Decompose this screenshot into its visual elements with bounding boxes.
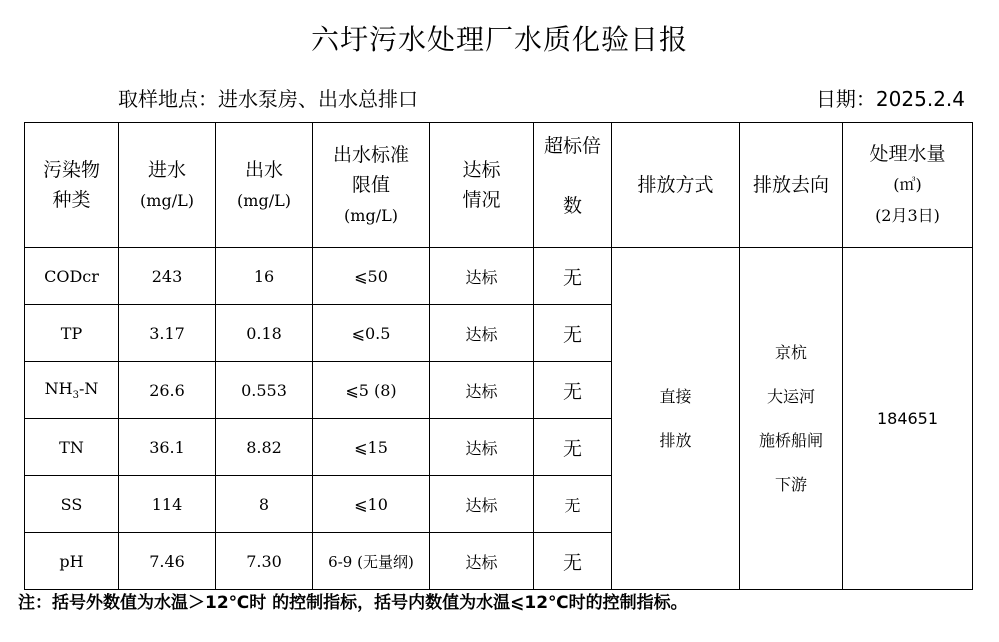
table-row — [25, 248, 973, 305]
inflow-cell: 114 — [119, 476, 216, 533]
discharge-dest-cell: 京杭 大运河 施桥船闸 下游 — [740, 248, 843, 590]
limit-cell: ⩽0.5 — [313, 305, 430, 362]
limit-cell: ⩽10 — [313, 476, 430, 533]
col-pollutant: 污染物 种类 — [25, 123, 119, 248]
footnote: 注：括号外数值为水温＞12℃时 的控制指标，括号内数值为水温⩽12℃时的控制指标。 — [18, 593, 688, 613]
inflow-cell: 7.46 — [119, 533, 216, 590]
pollutant-cell: TN — [25, 419, 119, 476]
status-cell: 达标 — [430, 362, 534, 419]
col-exceed: 超标倍 数 — [534, 123, 612, 248]
limit-cell: ⩽5 (8) — [313, 362, 430, 419]
sample-location: 取样地点：进水泵房、出水总排口 — [118, 87, 418, 111]
limit-cell: ⩽50 — [313, 248, 430, 305]
col-outflow: 出水 (mg/L) — [216, 123, 313, 248]
col-limit: 出水标准 限值 (mg/L) — [313, 123, 430, 248]
exceed-cell: 无 — [534, 476, 612, 533]
volume-cell: 184651 — [843, 248, 973, 590]
exceed-cell: 无 — [534, 419, 612, 476]
pollutant-cell: pH — [25, 533, 119, 590]
outflow-cell: 7.30 — [216, 533, 313, 590]
pollutant-cell: TP — [25, 305, 119, 362]
exceed-cell: 无 — [534, 248, 612, 305]
water-quality-table — [24, 122, 973, 590]
report-title: 六圩污水处理厂水质化验日报 — [310, 23, 688, 56]
exceed-cell: 无 — [534, 305, 612, 362]
discharge-method-cell: 直接 排放 — [612, 248, 740, 590]
exceed-cell: 无 — [534, 362, 612, 419]
status-cell: 达标 — [430, 305, 534, 362]
outflow-cell: 8.82 — [216, 419, 313, 476]
pollutant-cell: CODcr — [25, 248, 119, 305]
outflow-cell: 16 — [216, 248, 313, 305]
col-discharge-dest: 排放去向 — [740, 123, 843, 248]
limit-cell: 6-9 (无量纲) — [313, 533, 430, 590]
header-row — [25, 123, 973, 248]
status-cell: 达标 — [430, 419, 534, 476]
status-cell: 达标 — [430, 248, 534, 305]
outflow-cell: 8 — [216, 476, 313, 533]
limit-cell: ⩽15 — [313, 419, 430, 476]
pollutant-cell: SS — [25, 476, 119, 533]
status-cell: 达标 — [430, 476, 534, 533]
inflow-cell: 36.1 — [119, 419, 216, 476]
report-date: 日期：2025.2.4 — [815, 87, 965, 111]
col-inflow: 进水 (mg/L) — [119, 123, 216, 248]
inflow-cell: 243 — [119, 248, 216, 305]
pollutant-cell: $NH_3-N$ — [25, 362, 119, 419]
col-discharge-method: 排放方式 — [612, 123, 740, 248]
exceed-cell: 无 — [534, 533, 612, 590]
col-volume: 处理水量 (㎥) (2月3日) — [843, 123, 973, 248]
inflow-cell: 3.17 — [119, 305, 216, 362]
inflow-cell: 26.6 — [119, 362, 216, 419]
outflow-cell: 0.18 — [216, 305, 313, 362]
col-status: 达标 情况 — [430, 123, 534, 248]
outflow-cell: 0.553 — [216, 362, 313, 419]
status-cell: 达标 — [430, 533, 534, 590]
